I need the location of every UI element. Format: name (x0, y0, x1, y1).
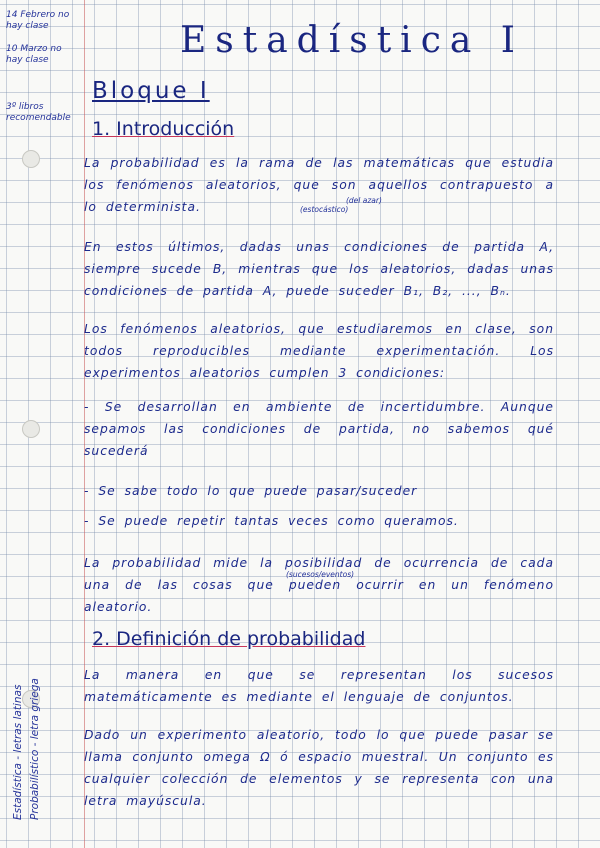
punch-hole (22, 150, 40, 168)
punch-hole (22, 420, 40, 438)
paragraph: Los fenómenos aleatorios, que estudiaremos en clase, son todos reproducibles mediante experimentación. Los experimentos aleatorios cumplen 3 condiciones: (84, 322, 554, 380)
paragraph: - Se puede repetir tantas veces como queramos. (84, 514, 459, 528)
side-notes (10, 520, 44, 820)
paragraph: La probabilidad mide la posibilidad de ocurrencia de cada una de las cosas que pueden ocurrir en un fenómeno aleatorio. (84, 556, 554, 614)
annotation: (estocástico) (300, 205, 349, 214)
page-title: Estadística I (180, 20, 524, 61)
annotation: (sucesos/eventos) (286, 570, 355, 579)
paragraph: La probabilidad es la rama de las matemáticas que estudia los fenómenos aleatorios, que son aquellos contrapuesto a lo determinista. (84, 156, 554, 214)
side-note: Probabilístico - letra griega (29, 678, 41, 820)
annotation: (del azar) (346, 196, 382, 205)
paragraph: - Se desarrollan en ambiente de incertidumbre. Aunque sepamos las condiciones de partida, no sabemos qué sucederá (84, 400, 554, 458)
paragraph: Dado un experimento aleatorio, todo lo que puede pasar se llama conjunto omega Ω ó espacio muestral. Un conjunto es cualquier colección de elementos y se representa con una letra mayúscula. (84, 728, 554, 808)
margin-note: 14 Febrero no hay clase (6, 10, 70, 31)
margin-note: 3º libros recomendable (6, 102, 71, 123)
section-heading: 2. Definición de probabilidad (92, 628, 366, 650)
block-title: Bloque I (92, 78, 210, 104)
side-note: Estadística - letras latinas (12, 684, 24, 820)
section-heading: 1. Introducción (92, 118, 235, 140)
margin-note: 10 Marzo no hay clase (6, 44, 62, 65)
paragraph: En estos últimos, dadas unas condiciones de partida A, siempre sucede B, mientras que los aleatorios, dadas unas condiciones de partida A, puede suceder B₁, B₂, ..., Bₙ. (84, 240, 554, 298)
paragraph: La manera en que se representan los sucesos matemáticamente es mediante el lenguaje de conjuntos. (84, 668, 554, 704)
paragraph: - Se sabe todo lo que puede pasar/suceder (84, 484, 418, 498)
